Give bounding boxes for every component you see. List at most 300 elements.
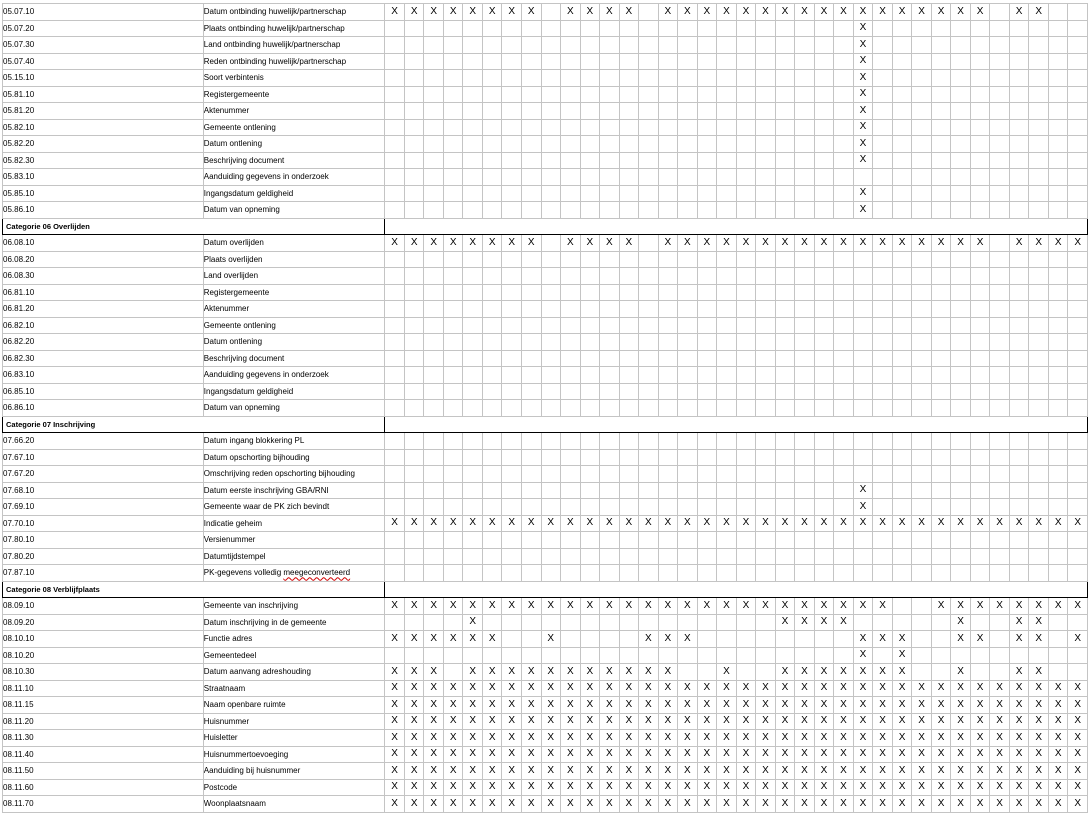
authorization-mark-cell[interactable]: [561, 119, 581, 136]
authorization-mark-cell[interactable]: X: [424, 746, 444, 763]
authorization-mark-cell[interactable]: X: [561, 763, 581, 780]
authorization-mark-cell[interactable]: [619, 383, 639, 400]
authorization-mark-cell[interactable]: [639, 70, 659, 87]
authorization-mark-cell[interactable]: [424, 103, 444, 120]
authorization-mark-cell[interactable]: [580, 169, 600, 186]
authorization-mark-cell[interactable]: [795, 383, 815, 400]
authorization-mark-cell[interactable]: [834, 400, 854, 417]
authorization-mark-cell[interactable]: X: [853, 779, 873, 796]
authorization-mark-cell[interactable]: [1029, 400, 1049, 417]
authorization-mark-cell[interactable]: [756, 301, 776, 318]
authorization-mark-cell[interactable]: [736, 301, 756, 318]
authorization-mark-cell[interactable]: [1068, 103, 1088, 120]
authorization-mark-cell[interactable]: X: [892, 4, 912, 21]
authorization-mark-cell[interactable]: X: [385, 713, 405, 730]
authorization-mark-cell[interactable]: [853, 449, 873, 466]
authorization-mark-cell[interactable]: [600, 449, 620, 466]
authorization-mark-cell[interactable]: [912, 20, 932, 37]
authorization-mark-cell[interactable]: [424, 20, 444, 37]
authorization-mark-cell[interactable]: [736, 317, 756, 334]
authorization-mark-cell[interactable]: [443, 317, 463, 334]
authorization-mark-cell[interactable]: [1009, 449, 1029, 466]
authorization-mark-cell[interactable]: [717, 350, 737, 367]
authorization-mark-cell[interactable]: [834, 647, 854, 664]
authorization-mark-cell[interactable]: [658, 400, 678, 417]
authorization-mark-cell[interactable]: [404, 565, 424, 582]
authorization-mark-cell[interactable]: [600, 565, 620, 582]
authorization-mark-cell[interactable]: X: [892, 664, 912, 681]
authorization-mark-cell[interactable]: [951, 70, 971, 87]
authorization-mark-cell[interactable]: X: [736, 680, 756, 697]
authorization-mark-cell[interactable]: [1029, 202, 1049, 219]
authorization-mark-cell[interactable]: [990, 317, 1010, 334]
authorization-mark-cell[interactable]: [873, 20, 893, 37]
authorization-mark-cell[interactable]: [580, 449, 600, 466]
authorization-mark-cell[interactable]: [521, 466, 541, 483]
authorization-mark-cell[interactable]: X: [1009, 598, 1029, 615]
authorization-mark-cell[interactable]: [1048, 20, 1068, 37]
authorization-mark-cell[interactable]: [775, 268, 795, 285]
authorization-mark-cell[interactable]: X: [853, 730, 873, 747]
authorization-mark-cell[interactable]: [931, 664, 951, 681]
authorization-mark-cell[interactable]: [873, 185, 893, 202]
authorization-mark-cell[interactable]: X: [502, 779, 522, 796]
authorization-mark-cell[interactable]: [1068, 367, 1088, 384]
authorization-mark-cell[interactable]: [1068, 152, 1088, 169]
authorization-mark-cell[interactable]: [404, 251, 424, 268]
authorization-mark-cell[interactable]: X: [1009, 4, 1029, 21]
authorization-mark-cell[interactable]: [834, 284, 854, 301]
authorization-mark-cell[interactable]: [990, 53, 1010, 70]
authorization-mark-cell[interactable]: [1009, 86, 1029, 103]
element-label-cell[interactable]: Gemeente ontlening: [203, 317, 385, 334]
authorization-mark-cell[interactable]: [482, 367, 502, 384]
authorization-mark-cell[interactable]: [834, 317, 854, 334]
element-label-cell[interactable]: Gemeentedeel: [203, 647, 385, 664]
authorization-mark-cell[interactable]: [1009, 499, 1029, 516]
authorization-mark-cell[interactable]: [502, 251, 522, 268]
authorization-mark-cell[interactable]: [912, 598, 932, 615]
authorization-mark-cell[interactable]: [658, 268, 678, 285]
authorization-mark-cell[interactable]: [561, 383, 581, 400]
authorization-mark-cell[interactable]: [658, 383, 678, 400]
authorization-mark-cell[interactable]: [678, 70, 698, 87]
element-label-cell[interactable]: Plaats overlijden: [203, 251, 385, 268]
authorization-mark-cell[interactable]: [834, 383, 854, 400]
authorization-mark-cell[interactable]: [1009, 466, 1029, 483]
authorization-mark-cell[interactable]: [580, 301, 600, 318]
authorization-mark-cell[interactable]: [443, 647, 463, 664]
authorization-mark-cell[interactable]: [697, 119, 717, 136]
element-code-cell[interactable]: 05.15.10: [3, 70, 204, 87]
authorization-mark-cell[interactable]: [834, 103, 854, 120]
authorization-mark-cell[interactable]: [970, 268, 990, 285]
authorization-mark-cell[interactable]: [1029, 70, 1049, 87]
authorization-mark-cell[interactable]: X: [834, 515, 854, 532]
authorization-mark-cell[interactable]: [424, 169, 444, 186]
authorization-mark-cell[interactable]: X: [443, 680, 463, 697]
authorization-mark-cell[interactable]: X: [619, 697, 639, 714]
authorization-mark-cell[interactable]: X: [619, 664, 639, 681]
authorization-mark-cell[interactable]: [404, 449, 424, 466]
authorization-mark-cell[interactable]: X: [1009, 779, 1029, 796]
authorization-mark-cell[interactable]: X: [678, 763, 698, 780]
authorization-mark-cell[interactable]: [1029, 334, 1049, 351]
authorization-mark-cell[interactable]: [1068, 86, 1088, 103]
authorization-mark-cell[interactable]: X: [521, 697, 541, 714]
authorization-mark-cell[interactable]: [443, 449, 463, 466]
element-label-cell[interactable]: Omschrijving reden opschorting bijhouding: [203, 466, 385, 483]
authorization-mark-cell[interactable]: [521, 317, 541, 334]
authorization-mark-cell[interactable]: X: [482, 631, 502, 648]
authorization-mark-cell[interactable]: X: [990, 697, 1010, 714]
authorization-mark-cell[interactable]: X: [561, 4, 581, 21]
authorization-mark-cell[interactable]: X: [502, 235, 522, 252]
authorization-mark-cell[interactable]: [521, 169, 541, 186]
authorization-mark-cell[interactable]: [521, 202, 541, 219]
authorization-mark-cell[interactable]: [736, 185, 756, 202]
authorization-mark-cell[interactable]: [697, 350, 717, 367]
authorization-mark-cell[interactable]: [717, 86, 737, 103]
authorization-mark-cell[interactable]: [970, 482, 990, 499]
authorization-mark-cell[interactable]: X: [931, 763, 951, 780]
authorization-mark-cell[interactable]: X: [521, 664, 541, 681]
authorization-mark-cell[interactable]: [580, 614, 600, 631]
authorization-mark-cell[interactable]: X: [482, 664, 502, 681]
authorization-mark-cell[interactable]: [697, 548, 717, 565]
authorization-mark-cell[interactable]: [951, 334, 971, 351]
authorization-mark-cell[interactable]: [463, 268, 483, 285]
authorization-mark-cell[interactable]: [678, 614, 698, 631]
authorization-mark-cell[interactable]: [678, 268, 698, 285]
authorization-mark-cell[interactable]: [912, 301, 932, 318]
authorization-mark-cell[interactable]: X: [795, 763, 815, 780]
authorization-mark-cell[interactable]: [521, 350, 541, 367]
authorization-mark-cell[interactable]: X: [678, 4, 698, 21]
authorization-mark-cell[interactable]: [951, 169, 971, 186]
authorization-mark-cell[interactable]: [561, 532, 581, 549]
authorization-mark-cell[interactable]: [521, 37, 541, 54]
authorization-mark-cell[interactable]: [931, 301, 951, 318]
authorization-mark-cell[interactable]: X: [1048, 779, 1068, 796]
authorization-mark-cell[interactable]: X: [912, 730, 932, 747]
authorization-mark-cell[interactable]: [990, 532, 1010, 549]
authorization-mark-cell[interactable]: [814, 202, 834, 219]
authorization-mark-cell[interactable]: [892, 499, 912, 516]
authorization-mark-cell[interactable]: [795, 400, 815, 417]
authorization-mark-cell[interactable]: X: [717, 515, 737, 532]
authorization-mark-cell[interactable]: X: [639, 796, 659, 813]
authorization-mark-cell[interactable]: [970, 136, 990, 153]
authorization-mark-cell[interactable]: X: [853, 631, 873, 648]
authorization-mark-cell[interactable]: [892, 367, 912, 384]
authorization-mark-cell[interactable]: [873, 565, 893, 582]
authorization-mark-cell[interactable]: [756, 119, 776, 136]
authorization-mark-cell[interactable]: X: [385, 631, 405, 648]
authorization-mark-cell[interactable]: X: [775, 515, 795, 532]
authorization-mark-cell[interactable]: X: [619, 796, 639, 813]
authorization-mark-cell[interactable]: [756, 614, 776, 631]
authorization-mark-cell[interactable]: [1048, 136, 1068, 153]
authorization-mark-cell[interactable]: [853, 284, 873, 301]
authorization-mark-cell[interactable]: X: [951, 730, 971, 747]
authorization-mark-cell[interactable]: [521, 383, 541, 400]
authorization-mark-cell[interactable]: [931, 334, 951, 351]
authorization-mark-cell[interactable]: [385, 284, 405, 301]
authorization-mark-cell[interactable]: X: [385, 763, 405, 780]
authorization-mark-cell[interactable]: [502, 53, 522, 70]
authorization-mark-cell[interactable]: [463, 367, 483, 384]
authorization-mark-cell[interactable]: [404, 103, 424, 120]
element-label-cell[interactable]: Ingangsdatum geldigheid: [203, 383, 385, 400]
authorization-mark-cell[interactable]: [834, 70, 854, 87]
authorization-mark-cell[interactable]: [970, 251, 990, 268]
authorization-mark-cell[interactable]: [834, 169, 854, 186]
authorization-mark-cell[interactable]: [834, 548, 854, 565]
authorization-mark-cell[interactable]: X: [463, 713, 483, 730]
authorization-mark-cell[interactable]: [561, 136, 581, 153]
authorization-mark-cell[interactable]: [697, 103, 717, 120]
authorization-mark-cell[interactable]: [1048, 152, 1068, 169]
authorization-mark-cell[interactable]: X: [639, 680, 659, 697]
authorization-mark-cell[interactable]: [541, 367, 561, 384]
authorization-mark-cell[interactable]: X: [697, 713, 717, 730]
authorization-mark-cell[interactable]: X: [970, 746, 990, 763]
authorization-mark-cell[interactable]: [853, 268, 873, 285]
authorization-mark-cell[interactable]: [970, 86, 990, 103]
authorization-mark-cell[interactable]: [873, 152, 893, 169]
authorization-mark-cell[interactable]: [561, 317, 581, 334]
authorization-mark-cell[interactable]: [990, 383, 1010, 400]
authorization-mark-cell[interactable]: [951, 400, 971, 417]
authorization-mark-cell[interactable]: [463, 647, 483, 664]
authorization-mark-cell[interactable]: [580, 334, 600, 351]
authorization-mark-cell[interactable]: [443, 152, 463, 169]
authorization-mark-cell[interactable]: [990, 268, 1010, 285]
authorization-mark-cell[interactable]: [385, 614, 405, 631]
authorization-mark-cell[interactable]: [970, 317, 990, 334]
authorization-mark-cell[interactable]: X: [1029, 746, 1049, 763]
authorization-mark-cell[interactable]: [990, 664, 1010, 681]
authorization-mark-cell[interactable]: X: [658, 680, 678, 697]
authorization-mark-cell[interactable]: [1068, 53, 1088, 70]
authorization-mark-cell[interactable]: X: [951, 631, 971, 648]
authorization-mark-cell[interactable]: [951, 152, 971, 169]
authorization-mark-cell[interactable]: [736, 334, 756, 351]
authorization-mark-cell[interactable]: [424, 350, 444, 367]
authorization-mark-cell[interactable]: X: [795, 4, 815, 21]
authorization-mark-cell[interactable]: [1048, 202, 1068, 219]
authorization-mark-cell[interactable]: [639, 152, 659, 169]
authorization-mark-cell[interactable]: [756, 400, 776, 417]
authorization-mark-cell[interactable]: X: [873, 697, 893, 714]
authorization-mark-cell[interactable]: [717, 284, 737, 301]
element-code-cell[interactable]: 07.70.10: [3, 515, 204, 532]
authorization-mark-cell[interactable]: [873, 499, 893, 516]
authorization-mark-cell[interactable]: [873, 548, 893, 565]
authorization-mark-cell[interactable]: [892, 268, 912, 285]
authorization-mark-cell[interactable]: X: [756, 779, 776, 796]
authorization-mark-cell[interactable]: X: [580, 680, 600, 697]
authorization-mark-cell[interactable]: [912, 367, 932, 384]
authorization-mark-cell[interactable]: [443, 433, 463, 450]
authorization-mark-cell[interactable]: [404, 53, 424, 70]
authorization-mark-cell[interactable]: X: [1009, 713, 1029, 730]
authorization-mark-cell[interactable]: [385, 565, 405, 582]
element-code-cell[interactable]: 06.08.20: [3, 251, 204, 268]
authorization-mark-cell[interactable]: [424, 532, 444, 549]
authorization-mark-cell[interactable]: [521, 70, 541, 87]
authorization-mark-cell[interactable]: [1029, 284, 1049, 301]
authorization-mark-cell[interactable]: [873, 317, 893, 334]
authorization-mark-cell[interactable]: X: [600, 746, 620, 763]
authorization-mark-cell[interactable]: [404, 499, 424, 516]
authorization-mark-cell[interactable]: [443, 169, 463, 186]
authorization-mark-cell[interactable]: X: [814, 680, 834, 697]
authorization-mark-cell[interactable]: X: [541, 664, 561, 681]
authorization-mark-cell[interactable]: X: [1048, 598, 1068, 615]
authorization-mark-cell[interactable]: [1048, 466, 1068, 483]
authorization-mark-cell[interactable]: [1029, 251, 1049, 268]
authorization-mark-cell[interactable]: [658, 334, 678, 351]
authorization-mark-cell[interactable]: X: [658, 235, 678, 252]
authorization-mark-cell[interactable]: [1068, 185, 1088, 202]
authorization-mark-cell[interactable]: [658, 37, 678, 54]
element-code-cell[interactable]: 07.80.10: [3, 532, 204, 549]
authorization-mark-cell[interactable]: X: [619, 713, 639, 730]
authorization-mark-cell[interactable]: [892, 185, 912, 202]
authorization-mark-cell[interactable]: [600, 334, 620, 351]
authorization-mark-cell[interactable]: [912, 152, 932, 169]
authorization-mark-cell[interactable]: X: [424, 730, 444, 747]
authorization-mark-cell[interactable]: X: [931, 796, 951, 813]
authorization-mark-cell[interactable]: X: [795, 713, 815, 730]
authorization-mark-cell[interactable]: X: [443, 235, 463, 252]
authorization-mark-cell[interactable]: X: [404, 598, 424, 615]
authorization-mark-cell[interactable]: X: [463, 779, 483, 796]
authorization-mark-cell[interactable]: [619, 284, 639, 301]
authorization-mark-cell[interactable]: [814, 548, 834, 565]
authorization-mark-cell[interactable]: [1029, 433, 1049, 450]
authorization-mark-cell[interactable]: X: [1068, 746, 1088, 763]
element-code-cell[interactable]: 08.11.10: [3, 680, 204, 697]
authorization-mark-cell[interactable]: [424, 317, 444, 334]
authorization-mark-cell[interactable]: [1048, 53, 1068, 70]
authorization-mark-cell[interactable]: [1029, 548, 1049, 565]
authorization-mark-cell[interactable]: [639, 202, 659, 219]
authorization-mark-cell[interactable]: [736, 103, 756, 120]
authorization-mark-cell[interactable]: [951, 20, 971, 37]
authorization-mark-cell[interactable]: [873, 70, 893, 87]
authorization-mark-cell[interactable]: X: [717, 746, 737, 763]
authorization-mark-cell[interactable]: X: [619, 763, 639, 780]
authorization-mark-cell[interactable]: [424, 367, 444, 384]
authorization-mark-cell[interactable]: [482, 350, 502, 367]
authorization-mark-cell[interactable]: [385, 400, 405, 417]
authorization-mark-cell[interactable]: [853, 301, 873, 318]
element-label-cell[interactable]: Registergemeente: [203, 86, 385, 103]
element-code-cell[interactable]: 05.81.20: [3, 103, 204, 120]
authorization-mark-cell[interactable]: [814, 449, 834, 466]
authorization-mark-cell[interactable]: [385, 136, 405, 153]
authorization-mark-cell[interactable]: [482, 548, 502, 565]
authorization-mark-cell[interactable]: X: [463, 763, 483, 780]
authorization-mark-cell[interactable]: X: [736, 515, 756, 532]
authorization-mark-cell[interactable]: X: [931, 779, 951, 796]
authorization-mark-cell[interactable]: [1029, 565, 1049, 582]
authorization-mark-cell[interactable]: [951, 268, 971, 285]
authorization-mark-cell[interactable]: [1068, 334, 1088, 351]
authorization-mark-cell[interactable]: [717, 449, 737, 466]
authorization-mark-cell[interactable]: [697, 152, 717, 169]
authorization-mark-cell[interactable]: X: [951, 515, 971, 532]
authorization-mark-cell[interactable]: [873, 532, 893, 549]
authorization-mark-cell[interactable]: X: [658, 664, 678, 681]
authorization-mark-cell[interactable]: [795, 565, 815, 582]
authorization-mark-cell[interactable]: X: [795, 796, 815, 813]
authorization-mark-cell[interactable]: [756, 647, 776, 664]
authorization-mark-cell[interactable]: [658, 482, 678, 499]
authorization-mark-cell[interactable]: X: [853, 152, 873, 169]
authorization-mark-cell[interactable]: [736, 86, 756, 103]
element-code-cell[interactable]: 06.08.10: [3, 235, 204, 252]
authorization-mark-cell[interactable]: [658, 367, 678, 384]
authorization-mark-cell[interactable]: [463, 202, 483, 219]
authorization-mark-cell[interactable]: X: [1048, 730, 1068, 747]
authorization-mark-cell[interactable]: [1068, 301, 1088, 318]
authorization-mark-cell[interactable]: [814, 433, 834, 450]
authorization-mark-cell[interactable]: [678, 449, 698, 466]
category-empty-cell[interactable]: [385, 581, 1088, 598]
authorization-mark-cell[interactable]: [697, 185, 717, 202]
authorization-mark-cell[interactable]: [521, 185, 541, 202]
authorization-mark-cell[interactable]: [1029, 466, 1049, 483]
authorization-mark-cell[interactable]: [443, 367, 463, 384]
authorization-mark-cell[interactable]: X: [697, 235, 717, 252]
authorization-mark-cell[interactable]: X: [931, 730, 951, 747]
authorization-mark-cell[interactable]: X: [424, 235, 444, 252]
authorization-mark-cell[interactable]: [639, 136, 659, 153]
authorization-mark-cell[interactable]: [463, 37, 483, 54]
authorization-mark-cell[interactable]: X: [1068, 796, 1088, 813]
authorization-mark-cell[interactable]: [912, 37, 932, 54]
authorization-mark-cell[interactable]: [990, 400, 1010, 417]
authorization-mark-cell[interactable]: [990, 367, 1010, 384]
authorization-mark-cell[interactable]: [561, 482, 581, 499]
authorization-mark-cell[interactable]: [892, 251, 912, 268]
authorization-mark-cell[interactable]: [619, 70, 639, 87]
authorization-mark-cell[interactable]: [873, 647, 893, 664]
authorization-mark-cell[interactable]: [1068, 202, 1088, 219]
authorization-mark-cell[interactable]: X: [580, 763, 600, 780]
authorization-mark-cell[interactable]: [756, 70, 776, 87]
authorization-mark-cell[interactable]: [1068, 268, 1088, 285]
authorization-mark-cell[interactable]: [678, 103, 698, 120]
authorization-mark-cell[interactable]: X: [404, 763, 424, 780]
authorization-mark-cell[interactable]: [717, 367, 737, 384]
element-label-cell[interactable]: Functie adres: [203, 631, 385, 648]
authorization-mark-cell[interactable]: X: [600, 697, 620, 714]
authorization-mark-cell[interactable]: [639, 565, 659, 582]
authorization-mark-cell[interactable]: [443, 614, 463, 631]
authorization-mark-cell[interactable]: [892, 565, 912, 582]
authorization-mark-cell[interactable]: [697, 268, 717, 285]
element-code-cell[interactable]: 06.85.10: [3, 383, 204, 400]
authorization-mark-cell[interactable]: X: [912, 680, 932, 697]
authorization-mark-cell[interactable]: [970, 614, 990, 631]
element-label-cell[interactable]: Datum opschorting bijhouding: [203, 449, 385, 466]
element-label-cell[interactable]: Datum ontlening: [203, 334, 385, 351]
